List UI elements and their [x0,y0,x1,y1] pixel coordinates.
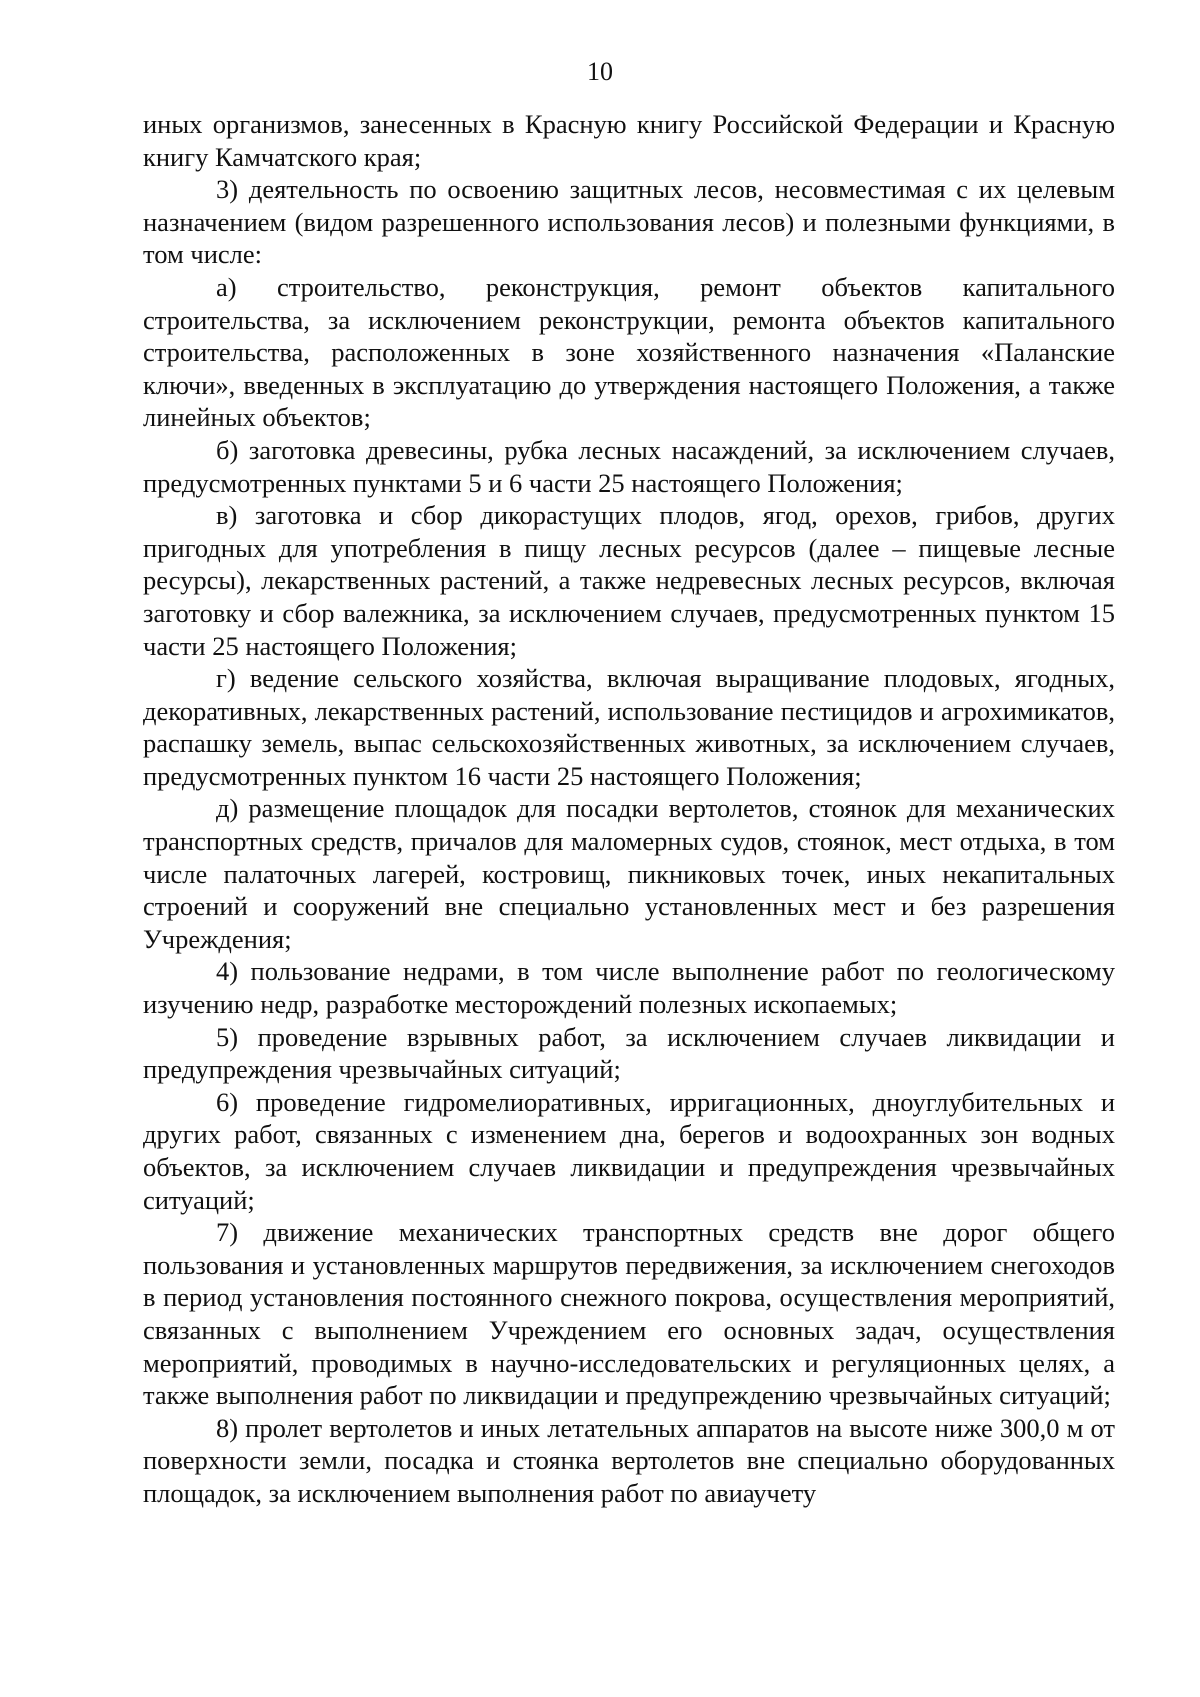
paragraph-subitem-v: в) заготовка и сбор дикорастущих плодов, ягод, орехов, грибов, других пригодных для употребления в пищу лесных ресурсов (далее – пищевые лесные ресурсы), лекарственных растений, а также недревесных лесных ресурсов, включая заготовку и сбор валежника, за исключением случаев, предусмотренных пунктом 15 части 25 настоящего Положения; [143,500,1115,661]
paragraph-subitem-a: а) строительство, реконструкция, ремонт объектов капитального строительства, за исключением реконструкции, ремонта объектов капитального строительства, расположенных в зоне хозяйственного назначения «Паланские ключи», введенных в эксплуатацию до утверждения настоящего Положения, а также линейных объектов; [143,271,1115,433]
paragraph-item-8: 8) пролет вертолетов и иных летательных аппаратов на высоте ниже 300,0 м от поверхности земли, посадка и стоянка вертолетов вне специально оборудованных площадок, за исключением выполнения работ по авиаучету [143,1412,1115,1508]
paragraph-subitem-g: г) ведение сельского хозяйства, включая выращивание плодовых, ягодных, декоративных, лекарственных растений, использование пестицидов и агрохимикатов, распашку земель, выпас сельскохозяйственных животных, за исключением случаев, предусмотренных пунктом 16 части 25 настоящего Положения; [143,663,1115,791]
paragraph-item-4: 4) пользование недрами, в том числе выполнение работ по геологическому изучению недр, разработке месторождений полезных ископаемых; [143,956,1115,1020]
paragraph-subitem-b: б) заготовка древесины, рубка лесных насаждений, за исключением случаев, предусмотренных пунктами 5 и 6 части 25 настоящего Положения; [143,434,1115,498]
paragraph-item-3: 3) деятельность по освоению защитных лесов, несовместимая с их целевым назначением (видом разрешенного использования лесов) и полезными функциями, в том числе: [143,174,1115,270]
document-body [143,108,1115,1510]
page-number: 10 [587,57,613,86]
paragraph-continuation: иных организмов, занесенных в Красную книгу Российской Федерации и Красную книгу Камчатского края; [143,109,1115,172]
paragraph-subitem-d: д) размещение площадок для посадки вертолетов, стоянок для механических транспортных средств, причалов для маломерных судов, стоянок, мест отдыха, в том числе палаточных лагерей, костровищ, пикниковых точек, иных некапитальных строений и сооружений вне специально установленных мест и без разрешения Учреждения; [143,793,1115,954]
paragraph-item-6: 6) проведение гидромелиоративных, ирригационных, дноуглубительных и других работ, связанных с изменением дна, берегов и водоохранных зон водных объектов, за исключением случаев ликвидации и предупреждения чрезвычайных ситуаций; [143,1086,1115,1215]
paragraph-item-5: 5) проведение взрывных работ, за исключением случаев ликвидации и предупреждения чрезвычайных ситуаций; [143,1021,1115,1085]
paragraph-item-7: 7) движение механических транспортных средств вне дорог общего пользования и установленных маршрутов передвижения, за исключением снегоходов в период установления постоянного снежного покрова, осуществления мероприятий, связанных с выполнением Учреждением его основных задач, осуществления мероприятий, проводимых в научно-исследовательских и регуляционных целях, а также выполнения работ по ликвидации и предупреждению чрезвычайных ситуаций; [143,1217,1115,1411]
